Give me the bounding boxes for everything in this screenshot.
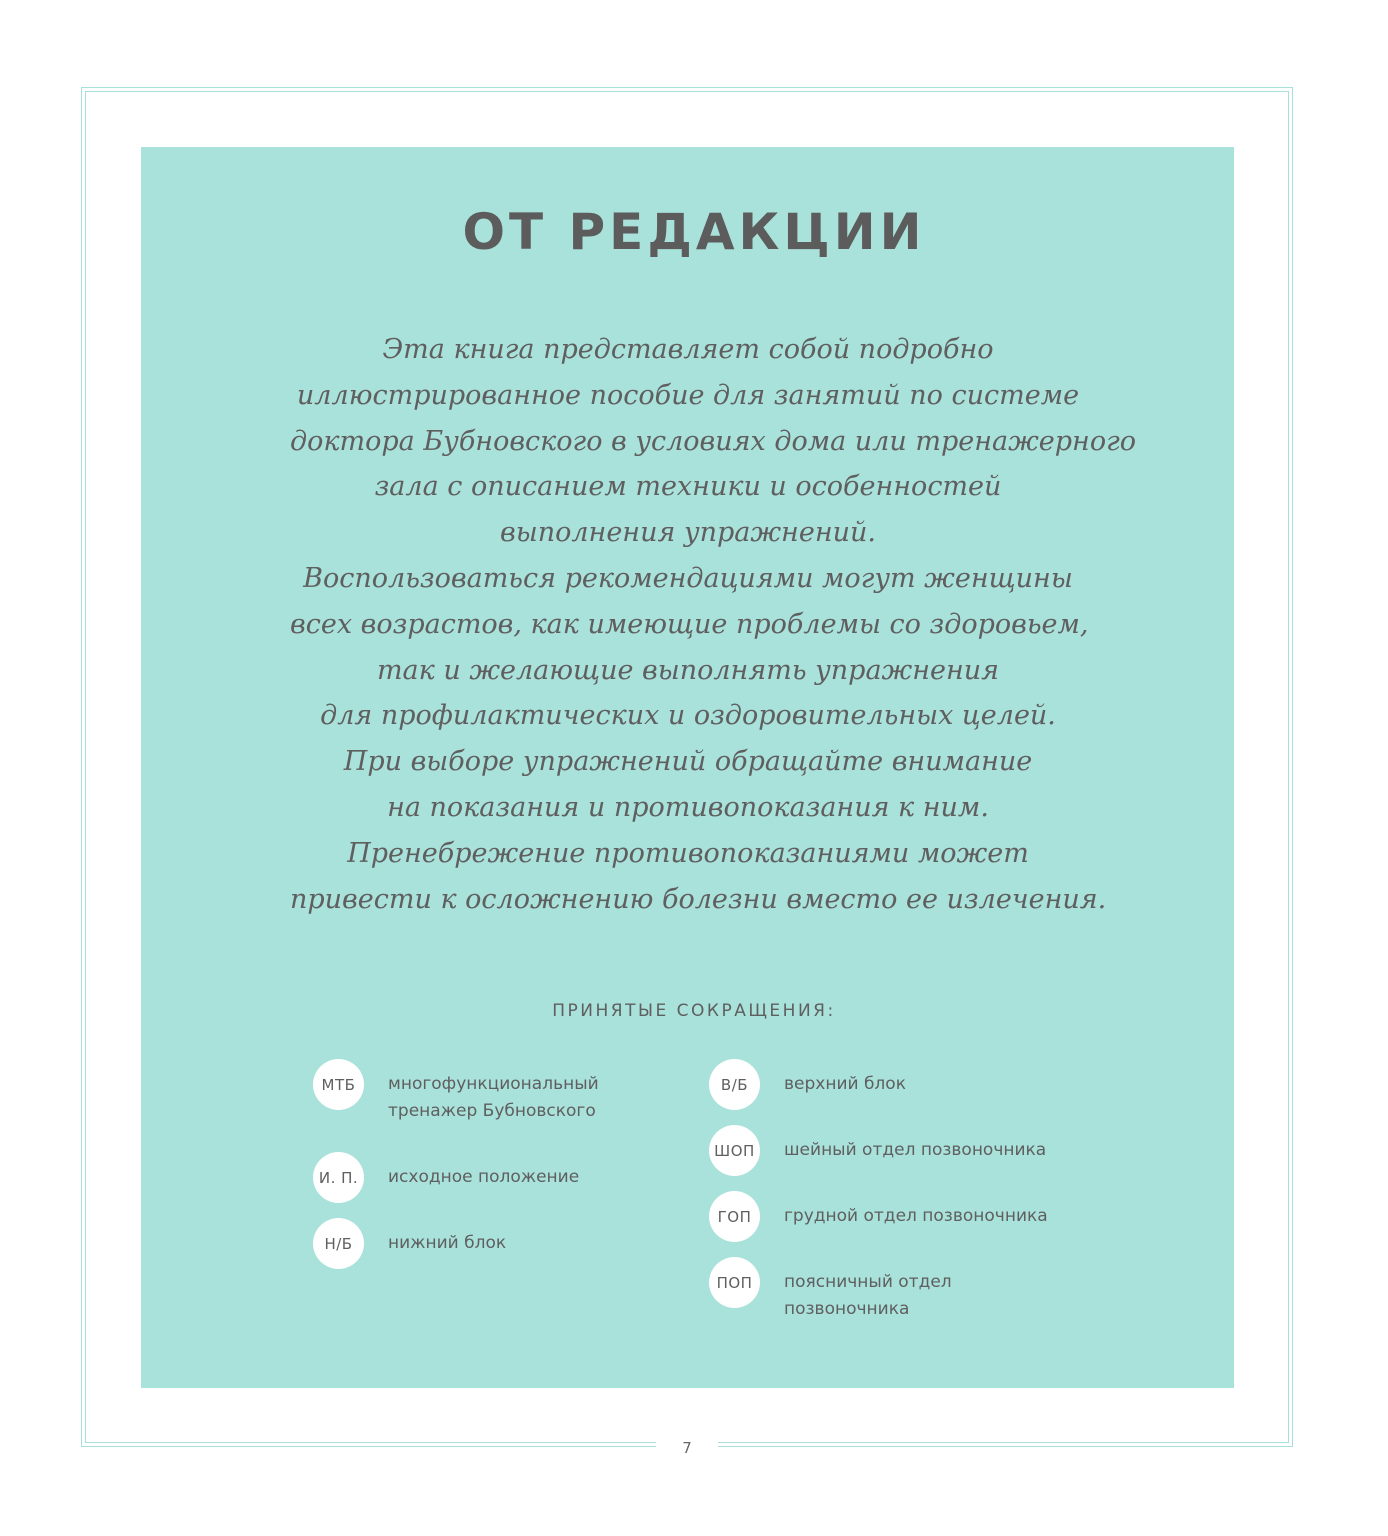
- abbreviation-badge: ПОП: [709, 1257, 760, 1308]
- abbreviations-heading: ПРИНЯТЫЕ СОКРАЩЕНИЯ:: [552, 1001, 836, 1021]
- abbreviation-description: грудной отдел позвоночника: [784, 1206, 1048, 1226]
- abbreviation-description: верхний блок: [784, 1074, 906, 1094]
- intro-line: Воспользоваться рекомендациями могут женщины: [303, 562, 1073, 594]
- intro-line: доктора Бубновского в условиях дома или тренажерного: [290, 425, 1136, 457]
- intro-line: При выборе упражнений обращайте внимание: [343, 746, 1033, 778]
- abbreviation-description: многофункциональный тренажер Бубновского: [388, 1074, 599, 1121]
- abbreviation-description: нижний блок: [388, 1233, 507, 1253]
- abbreviation-item: [709, 1191, 1048, 1242]
- abbreviation-description: исходное положение: [388, 1167, 580, 1187]
- abbreviation-badge: Н/Б: [313, 1218, 364, 1269]
- abbreviation-item: [709, 1059, 906, 1110]
- intro-line: Пренебрежение противопоказаниями может: [347, 837, 1029, 869]
- abbreviation-badge: ШОП: [709, 1125, 760, 1176]
- abbreviation-badge: В/Б: [709, 1059, 760, 1110]
- abbreviation-description: поясничный отдел позвоночника: [784, 1272, 952, 1319]
- intro-line: выполнения упражнений.: [500, 517, 876, 549]
- abbreviation-badge: ГОП: [709, 1191, 760, 1242]
- intro-line: для профилактических и оздоровительных целей.: [320, 700, 1056, 732]
- page-number: 7: [682, 1439, 692, 1457]
- abbreviation-badge: И. П.: [313, 1152, 364, 1203]
- page-title: ОТ РЕДАКЦИИ: [462, 203, 926, 261]
- intro-line: привести к осложнению болезни вместо ее излечения.: [290, 883, 1107, 915]
- intro-line: так и желающие выполнять упражнения: [376, 654, 1000, 686]
- abbreviation-item: [709, 1125, 1046, 1176]
- abbreviation-item: [709, 1257, 952, 1323]
- intro-line: всех возрастов, как имеющие проблемы со здоровьем,: [290, 608, 1089, 640]
- abbreviation-description: шейный отдел позвоночника: [784, 1140, 1047, 1160]
- abbreviation-item: [313, 1152, 579, 1203]
- abbreviation-item: [313, 1059, 599, 1125]
- intro-text: [290, 327, 1136, 922]
- intro-line: Эта книга представляет собой подробно: [382, 334, 994, 365]
- abbreviation-item: [313, 1218, 506, 1269]
- intro-line: иллюстрированное пособие для занятий по системе: [296, 379, 1080, 411]
- intro-line: зала с описанием техники и особенностей: [374, 471, 1002, 503]
- abbreviation-badge: МТБ: [313, 1059, 364, 1110]
- intro-line: на показания и противопоказания к ним.: [387, 791, 989, 823]
